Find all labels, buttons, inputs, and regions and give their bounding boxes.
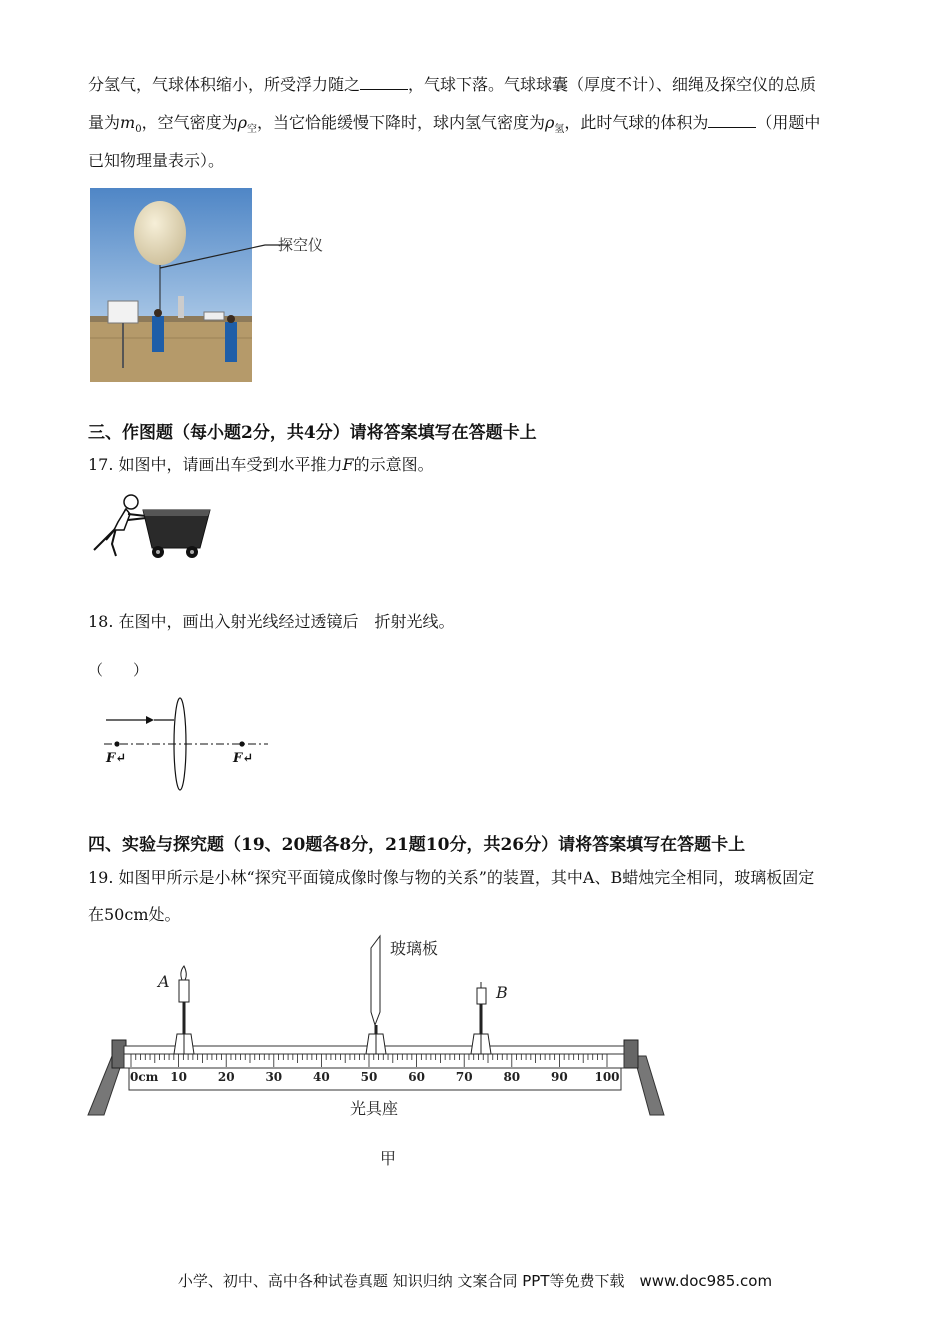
focus-label-right: F↵ — [233, 751, 254, 766]
focus-label-left: F↵ — [106, 751, 127, 766]
label-optical-bench: 光具座 — [350, 1099, 399, 1118]
q16-line-3: 已知物理量表示）。 — [88, 151, 225, 170]
answer-blank-1 — [360, 75, 408, 90]
q16-line-1: 分氢气，气球体积缩小，所受浮力随之 ，气球下落。气球球囊（厚度不计）、细绳及探空仪的总质 — [88, 75, 817, 94]
glass-plate — [366, 936, 386, 1054]
ruler-tick-label: 10 — [170, 1070, 187, 1084]
label-glass-plate: 玻璃板 — [390, 939, 439, 958]
ruler-tick-label: 80 — [503, 1070, 521, 1084]
candle-b — [471, 982, 491, 1054]
answer-paren: （ ） — [88, 661, 149, 679]
label-b: B — [496, 983, 508, 1002]
ruler-tick-label: 30 — [265, 1070, 283, 1084]
q17-text: 17. 如图中，请画出车受到水平推力F的示意图。 — [88, 455, 434, 474]
ruler-tick-label: 100 — [594, 1070, 620, 1084]
q16-line-2: 量为$m_0$，空气密度为$\rho_空$，当它恰能缓慢下降时，球内氢气密度为$\rho_氢$，此时气球的体积为 （用题中 — [88, 113, 821, 136]
ruler-tick-label: 40 — [313, 1070, 330, 1084]
section-4-heading: 四、实验与探究题（19、20题各8分，21题10分，共26分）请将答案填写在答题卡上 — [88, 835, 746, 855]
ruler-tick-label: 20 — [217, 1070, 235, 1084]
ruler-tick-label: 50 — [360, 1070, 378, 1084]
figure-label: 甲 — [380, 1149, 397, 1168]
ruler-tick-label: 60 — [408, 1070, 425, 1084]
ruler-tick-label: 0cm — [130, 1070, 159, 1084]
q19-line-1: 19. 如图甲所示是小林“探究平面镜成像时像与物的关系”的装置，其中A、B蜡烛完全相同，玻璃板固定 — [88, 868, 815, 887]
cart-figure — [88, 492, 218, 564]
focus-point-right — [239, 741, 244, 746]
answer-blank-2 — [708, 113, 756, 128]
optical-bench-figure — [84, 930, 674, 1180]
q18-text: 18. 在图中，画出入射光线经过透镜后 折射光线。 — [88, 612, 455, 631]
label-a: A — [158, 972, 170, 991]
q19-line-2: 在50cm处。 — [88, 905, 181, 924]
candle-a — [174, 966, 194, 1054]
balloon-photo — [90, 188, 340, 382]
focus-point-left — [114, 741, 119, 746]
page-footer: 小学、初中、高中各种试卷真题 知识归纳 文案合同 PPT等免费下载 www.doc985.com — [177, 1272, 773, 1290]
section-3-heading: 三、作图题（每小题2分，共4分）请将答案填写在答题卡上 — [88, 423, 537, 443]
lens-diagram — [100, 694, 280, 794]
ruler-tick-label: 70 — [455, 1070, 473, 1084]
ruler-tick-label: 90 — [551, 1070, 568, 1084]
balloon-label: 探空仪 — [278, 236, 324, 254]
